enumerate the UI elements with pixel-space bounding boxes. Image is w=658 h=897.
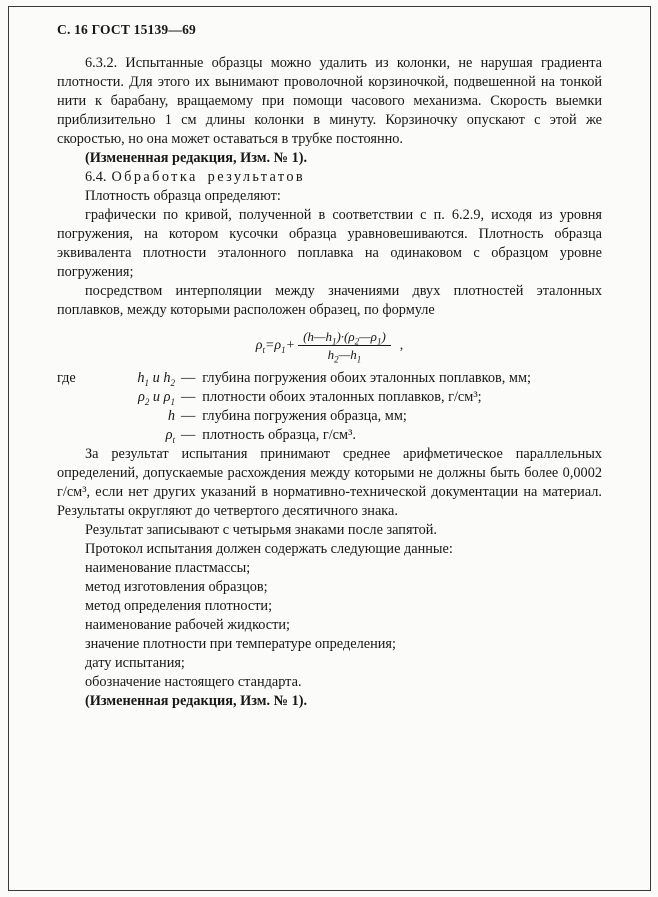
- paragraph-density-intro: Плотность образца определяют:: [85, 188, 281, 204]
- protocol-item: обозначение настоящего стандарта.: [85, 674, 302, 690]
- definition-row: [57, 407, 602, 426]
- protocol-item: дату испытания;: [85, 655, 185, 671]
- definition-term: [57, 407, 175, 426]
- protocol-item: значение плотности при температуре определения;: [85, 636, 396, 652]
- density-formula: [57, 329, 602, 365]
- definition-symbol: $\rho_2$ и $\rho_1$: [137, 389, 175, 407]
- definition-dash: —: [181, 427, 196, 443]
- definition-row: [57, 369, 602, 388]
- paragraph-interpolation-method: посредством интерполяции между значениями двух плотностей эталонных поплавков, между которыми расположен образец, по формуле: [57, 283, 602, 318]
- symbol-definitions: [57, 369, 602, 445]
- definition-term: [57, 426, 175, 445]
- amendment-note-2: (Измененная редакция, Изм. № 1).: [85, 693, 308, 709]
- protocol-items-list: [57, 559, 602, 692]
- protocol-item: наименование рабочей жидкости;: [85, 617, 291, 633]
- definition-description: глубина погружения образца, мм;: [202, 408, 407, 424]
- definition-dash: —: [181, 370, 196, 386]
- protocol-item: метод изготовления образцов;: [85, 579, 268, 595]
- paragraph-6-3-2: 6.3.2. Испытанные образцы можно удалить из колонки, не нарушая градиента плотности. Для этого их вынимают проволочной корзиночкой, подвешенной на тонкой нити к барабану, вращаемому при помощи часового механизма. Скорость выемки приблизительно 1 см длины колонки в минуту. Корзиночку опускают с этой же скоростью, но она может оставаться в трубке постоянно.: [57, 55, 602, 147]
- formula-left-side: $\rho_t=\rho_1+$: [255, 338, 296, 355]
- amendment-note-1: (Измененная редакция, Изм. № 1).: [85, 150, 308, 166]
- definition-dash: —: [181, 389, 196, 405]
- definition-description: плотности обоих эталонных поплавков, г/см³;: [202, 389, 482, 405]
- formula-trailing-comma: ,: [399, 338, 404, 353]
- page-header: С. 16 ГОСТ 15139—69: [57, 22, 196, 37]
- paragraph-graphical-method: графически по кривой, полученной в соответствии с п. 6.2.9, исходя из уровня погружения, на котором кусочки образца уравновешиваются. Плотность образца эквивалента плотности эталонного поплавка на одинаковом с образцом уровне погружения;: [57, 207, 602, 280]
- paragraph-result-record: Результат записывают с четырьмя знаками после запятой.: [85, 522, 437, 538]
- formula-denominator: $h_2—h_1$: [327, 347, 362, 365]
- paragraph-result-mean: За результат испытания принимают среднее арифметическое параллельных определений, допускаемые расхождения между которыми не должны быть более 0,0002 г/см³, если нет других указаний в нормативно-технической документации на материал. Результаты округляют до четвертого десятичного знака.: [57, 446, 602, 519]
- definition-prefix: где: [57, 370, 76, 386]
- page-content: [57, 20, 602, 711]
- definition-row: [57, 388, 602, 407]
- formula-fraction: [298, 329, 391, 365]
- definition-dash: —: [181, 408, 196, 424]
- section-title: Обработка результатов: [111, 169, 306, 185]
- definition-term: [57, 369, 175, 388]
- definition-description: плотность образца, г/см³.: [202, 427, 356, 443]
- section-heading-6-4: [57, 168, 602, 187]
- paragraph-protocol-intro: Протокол испытания должен содержать следующие данные:: [85, 541, 453, 557]
- definition-symbol: $h_1$ и $h_2$: [137, 370, 175, 388]
- definition-symbol: $\rho_t$: [165, 427, 175, 445]
- definition-description: глубина погружения обоих эталонных поплавков, мм;: [202, 370, 531, 386]
- definition-symbol: h: [167, 408, 175, 424]
- protocol-item: метод определения плотности;: [85, 598, 273, 614]
- definition-row: [57, 426, 602, 445]
- definition-term: [57, 388, 175, 407]
- formula-numerator: $(h—h_1)\cdot(\rho_2—\rho_1)$: [298, 329, 391, 346]
- section-number: 6.4.: [85, 169, 107, 185]
- protocol-item: наименование пластмассы;: [85, 560, 251, 576]
